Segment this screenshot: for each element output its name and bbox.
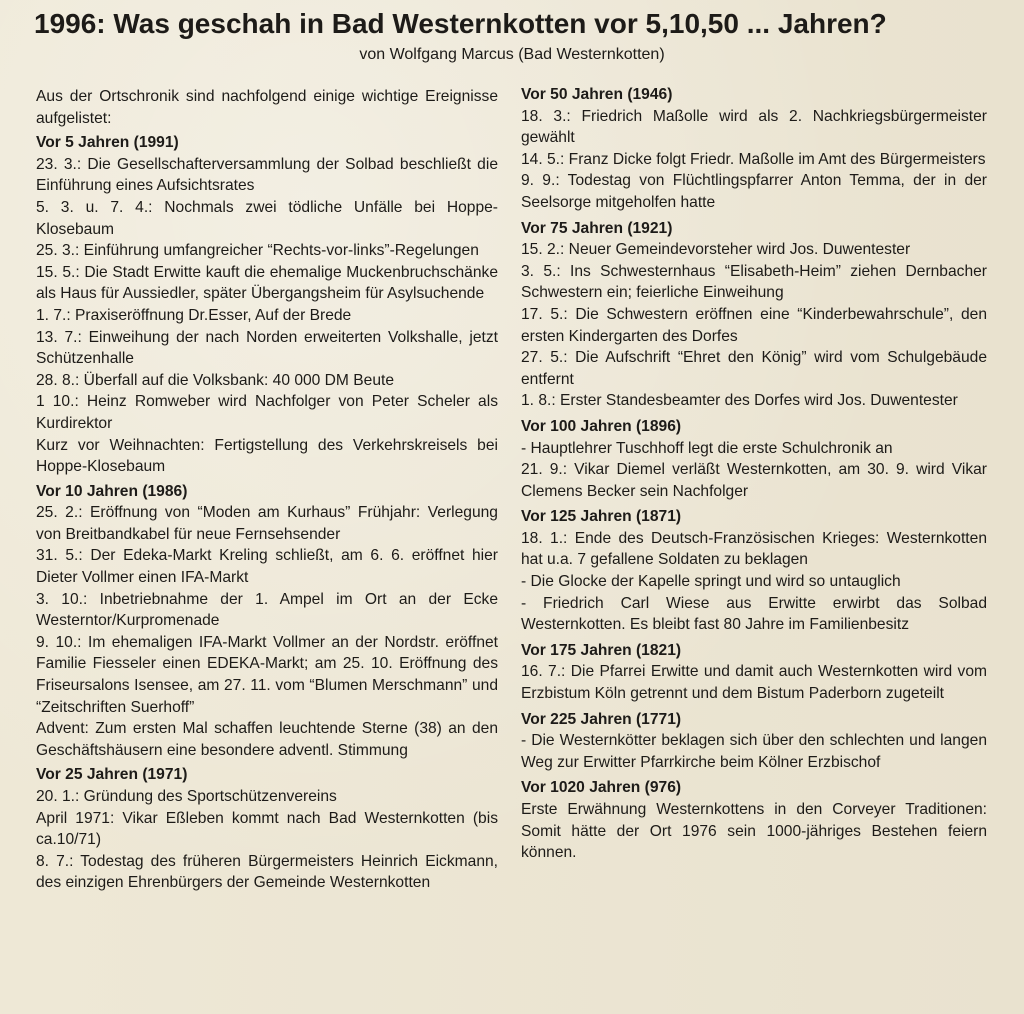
chronicle-entry: 15. 2.: Neuer Gemeindevorsteher wird Jos. Duwentester (521, 241, 911, 259)
chronicle-entry: 9. 9.: Todestag von Flüchtlingspfarrer Anton Temma, der in der Seelsorge mitgeholfen hatte (521, 172, 987, 211)
chronicle-entry: 17. 5.: Die Schwestern eröffnen eine “Kinderbewahrschule”, den ersten Kindergarten des Dorfes (521, 305, 987, 345)
section-heading: Vor 175 Jahren (1821) (521, 641, 682, 659)
section-heading: Vor 100 Jahren (1896) (521, 417, 682, 435)
article-title: 1996: Was geschah in Bad Westernkotten vor 5,10,50 ... Jahren? (34, 8, 887, 39)
chronicle-entry: 25. 3.: Einführung umfangreicher “Rechts-vor-links”-Regelungen (36, 242, 479, 260)
chronicle-entry: 14. 5.: Franz Dicke folgt Friedr. Maßolle im Amt des Bürgermeisters (521, 150, 986, 168)
article-byline: von Wolfgang Marcus (Bad Westernkotten) (359, 46, 665, 63)
section-heading: Vor 50 Jahren (1946) (521, 86, 673, 103)
chronicle-entry: 1. 7.: Praxiseröffnung Dr.Esser, Auf der Brede (36, 306, 352, 324)
chronicle-entry: 18. 1.: Ende des Deutsch-Französischen Krieges: Westernkotten hat u.a. 7 gefallene Soldaten zu beklagen (521, 529, 987, 569)
right-sections (521, 84, 987, 864)
chronicle-entry: 1 10.: Heinz Romweber wird Nachfolger von Peter Scheler als Kurdirektor (36, 393, 498, 432)
chronicle-entry: Kurz vor Weihnachten: Fertigstellung des Verkehrskreisels bei Hoppe-Klosebaum (36, 436, 498, 476)
chronicle-entry: - Die Westernkötter beklagen sich über den schlechten und langen Weg zur Erwitter Pfarrkirche beim Kölner Erzbischof (521, 732, 987, 771)
left-sections (36, 132, 498, 894)
section-heading: Vor 25 Jahren (1971) (36, 766, 188, 784)
chronicle-entry: - Hauptlehrer Tuschhoff legt die erste Schulchronik an (521, 439, 893, 457)
right-column (521, 84, 987, 864)
chronicle-entry: Erste Erwähnung Westernkottens in den Corveyer Traditionen: Somit hätte der Ort 1976 sein 1000-jähriges Bestehen feiern können. (521, 801, 987, 862)
section-heading: Vor 10 Jahren (1986) (36, 482, 188, 500)
chronicle-entry: 9. 10.: Im ehemaligen IFA-Markt Vollmer an der Nordstr. eröffnet Familie Fiesseler einen EDEKA-Markt; am 25. 10. Eröffnung des Friseursalons Isensee, am 27. 11. vom “Blumen Merschmann” und “Zeitschriften Suerhoff” (36, 633, 498, 716)
chronicle-entry: 13. 7.: Einweihung der nach Norden erweiterten Volkshalle, jetzt Schützenhalle (36, 328, 498, 368)
chronicle-entry: 3. 10.: Inbetriebnahme der 1. Ampel im Ort an der Ecke Westerntor/Kurpromenade (36, 590, 498, 630)
chronicle-entry: 25. 2.: Eröffnung von “Moden am Kurhaus” Frühjahr: Verlegung von Breitbandkabel für neue Fernsehsender (36, 504, 498, 543)
chronicle-entry: 31. 5.: Der Edeka-Markt Kreling schließt, am 6. 6. eröffnet hier Dieter Vollmer einen IFA-Markt (36, 547, 498, 587)
chronicle-entry: 15. 5.: Die Stadt Erwitte kauft die ehemalige Muckenbruchschänke als Haus für Aussiedler, später Übergangsheim für Asylsuchende (36, 263, 498, 303)
chronicle-entry: 28. 8.: Überfall auf die Volksbank: 40 000 DM Beute (36, 371, 395, 389)
section-heading: Vor 225 Jahren (1771) (521, 710, 682, 728)
chronicle-entry: 23. 3.: Die Gesellschafterversammlung der Solbad beschließt die Einführung eines Aufsichtsrates (36, 155, 498, 195)
chronicle-entry: 5. 3. u. 7. 4.: Nochmals zwei tödliche Unfälle bei Hoppe-Klosebaum (36, 198, 498, 238)
chronicle-entry: 16. 7.: Die Pfarrei Erwitte und damit auch Westernkotten wird vom Erzbistum Köln getrennt und dem Bistum Paderborn zugeteilt (521, 663, 987, 703)
section-heading: Vor 1020 Jahren (976) (521, 779, 682, 797)
intro-paragraph: Aus der Ortschronik sind nachfolgend einige wichtige Ereignisse aufgelistet: (36, 88, 498, 127)
chronicle-entry: 27. 5.: Die Aufschrift “Ehret den König” wird vom Schulgebäude entfernt (521, 349, 987, 388)
section-heading: Vor 75 Jahren (1921) (521, 219, 673, 237)
chronicle-entry: Advent: Zum ersten Mal schaffen leuchtende Sterne (38) an den Geschäftshäusern eine besondere adventl. Stimmung (36, 720, 498, 759)
chronicle-entry: 20. 1.: Gründung des Sportschützenvereins (36, 788, 337, 805)
chronicle-entry: 8. 7.: Todestag des früheren Bürgermeisters Heinrich Eickmann, des einzigen Ehrenbürgers der Gemeinde Westernkotten (36, 852, 498, 892)
chronicle-entry: 18. 3.: Friedrich Maßolle wird als 2. Nachkriegsbürgermeister gewählt (521, 107, 987, 147)
chronicle-entry: - Die Glocke der Kapelle springt und wird so untauglich (521, 573, 901, 591)
chronicle-entry: 21. 9.: Vikar Diemel verläßt Westernkotten, am 30. 9. wird Vikar Clemens Becker sein Nachfolger (521, 461, 987, 500)
section-heading: Vor 125 Jahren (1871) (521, 508, 682, 526)
chronicle-entry: 1. 8.: Erster Standesbeamter des Dorfes wird Jos. Duwentester (521, 392, 958, 410)
chronicle-entry: 3. 5.: Ins Schwesternhaus “Elisabeth-Heim” ziehen Dernbacher Schwestern ein; feierliche Einweihung (521, 262, 987, 302)
left-column (36, 86, 498, 894)
chronicle-entry: April 1971: Vikar Eßleben kommt nach Bad Westernkotten (bis ca.10/71) (36, 809, 498, 849)
section-heading: Vor 5 Jahren (1991) (36, 134, 179, 152)
chronicle-entry: - Friedrich Carl Wiese aus Erwitte erwirbt das Solbad Westernkotten. Es bleibt fast 80 Jahre im Familienbesitz (521, 594, 987, 634)
